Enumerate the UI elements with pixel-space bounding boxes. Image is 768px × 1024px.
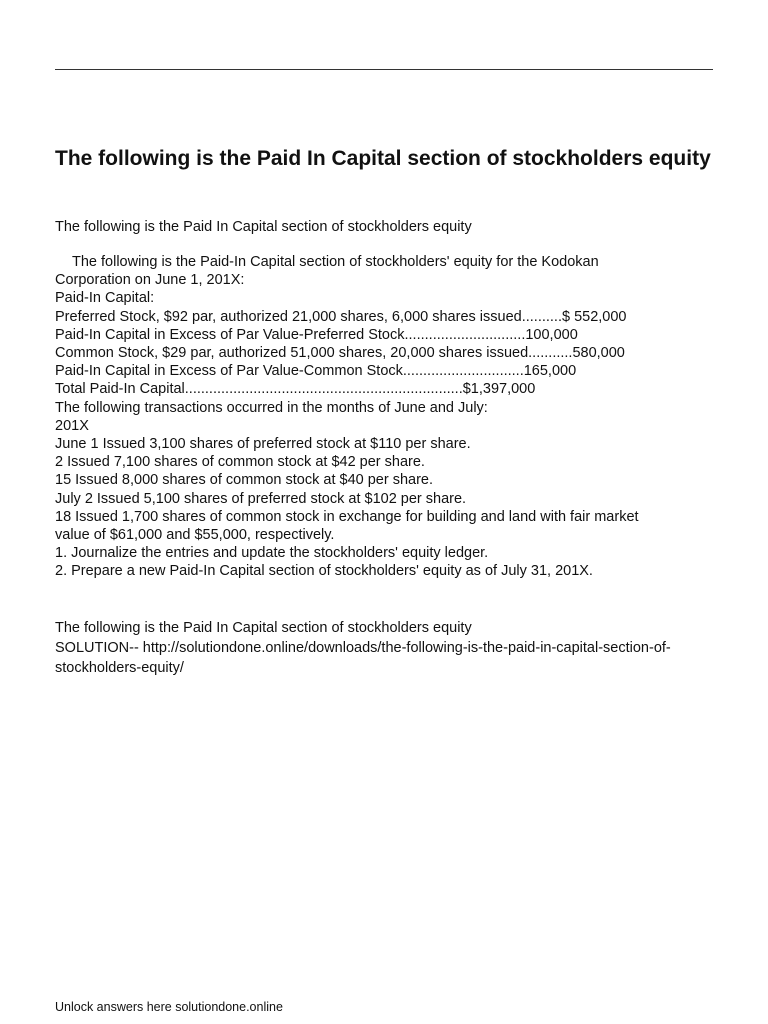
body-line: Preferred Stock, $92 par, authorized 21,000 shares, 6,000 shares issued..........$ 552,000: [55, 308, 627, 325]
solution-heading: The following is the Paid In Capital section of stockholders equity: [55, 620, 472, 636]
body-line: 2. Prepare a new Paid-In Capital section of stockholders' equity as of July 31, 201X.: [55, 563, 593, 580]
body-line: June 1 Issued 3,100 shares of preferred stock at $110 per share.: [55, 436, 471, 453]
body-line: Corporation on June 1, 201X:: [55, 272, 245, 289]
header-divider: [55, 69, 713, 70]
footer-text: Unlock answers here solutiondone.online: [55, 1000, 283, 1014]
problem-body: [55, 253, 720, 581]
solution-section: [55, 618, 720, 678]
solution-link-continued[interactable]: stockholders-equity/: [55, 660, 184, 676]
body-line: 2 Issued 7,100 shares of common stock at $42 per share.: [55, 454, 425, 471]
body-line: The following transactions occurred in the months of June and July:: [55, 399, 488, 416]
body-line: Common Stock, $29 par, authorized 51,000 shares, 20,000 shares issued...........580,000: [55, 345, 625, 362]
solution-link[interactable]: SOLUTION-- http://solutiondone.online/downloads/the-following-is-the-paid-in-capital-section-of-: [55, 640, 671, 656]
body-line: Paid-In Capital:: [55, 290, 155, 307]
body-line: Total Paid-In Capital.....................................................................$1,397,000: [55, 381, 536, 398]
body-line: The following is the Paid-In Capital section of stockholders' equity for the Kodokan: [72, 254, 599, 270]
body-line: Paid-In Capital in Excess of Par Value-Common Stock..............................165,000: [55, 363, 577, 380]
body-line: 18 Issued 1,700 shares of common stock in exchange for building and land with fair market: [55, 508, 639, 525]
page-title: The following is the Paid In Capital section of stockholders equity: [55, 147, 711, 170]
body-line: value of $61,000 and $55,000, respectively.: [55, 527, 335, 544]
body-line: 1. Journalize the entries and update the stockholders' equity ledger.: [55, 545, 489, 562]
body-line: 15 Issued 8,000 shares of common stock at $40 per share.: [55, 472, 434, 489]
body-line: 201X: [55, 417, 89, 434]
body-line: Paid-In Capital in Excess of Par Value-Preferred Stock..............................100,000: [55, 326, 578, 343]
body-line: July 2 Issued 5,100 shares of preferred stock at $102 per share.: [55, 490, 467, 507]
page-subtitle: The following is the Paid In Capital section of stockholders equity: [55, 219, 472, 235]
